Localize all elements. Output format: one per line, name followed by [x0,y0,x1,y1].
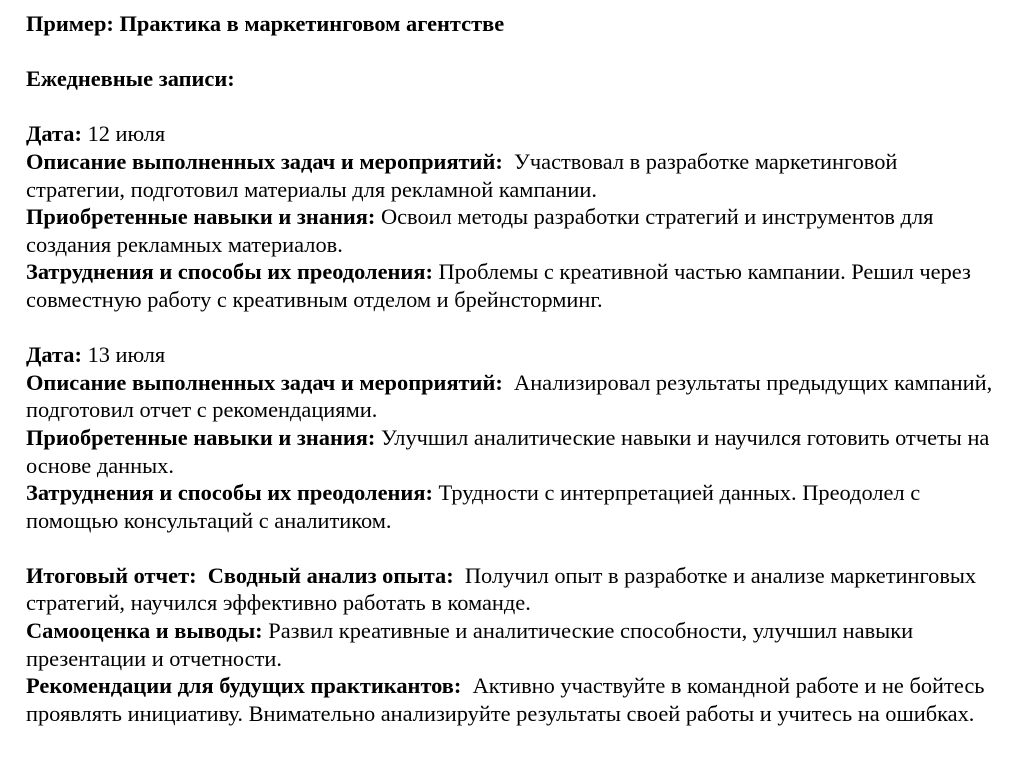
skills-label: Приобретенные навыки и знания: [26,204,376,230]
spacer [26,314,1001,342]
entry-skills [26,424,1001,479]
daily-entry-2 [26,341,1001,534]
entry-tasks [26,369,1001,424]
skills-text: Улучшил аналитические навыки и научился готовить отчеты на основе данных. [26,424,990,478]
analysis-label: Сводный анализ опыта: [207,562,454,588]
tasks-text: Участвовал в разработке маркетинговой стратегии, подготовил материалы для рекламной кампании. [26,148,898,202]
entry-difficulties [26,479,1001,534]
spacer [26,534,1001,562]
report-analysis [26,562,1001,617]
entry-difficulties [26,258,1001,313]
difficulties-label: Затруднения и способы их преодоления: [26,480,433,506]
tasks-text: Анализировал результаты предыдущих кампаний, подготовил отчет с рекомендациями. [26,369,993,423]
entry-tasks [26,148,1001,203]
final-report [26,562,1001,728]
recommendations-label: Рекомендации для будущих практикантов: [26,673,462,699]
entry-date-line [26,120,1001,148]
entry-date: 13 июля [87,342,166,368]
recommendations [26,672,1001,727]
entry-date-line [26,341,1001,369]
date-label: Дата: [26,121,82,147]
tasks-label: Описание выполненных задач и мероприятий: [26,148,503,174]
entry-date: 12 июля [87,121,166,147]
self-assessment-text: Развил креативные и аналитические способности, улучшил навыки презентации и отчетности. [26,618,914,671]
entry-skills [26,203,1001,258]
spacer [26,38,1001,66]
daily-entry-1 [26,120,1001,313]
skills-text: Освоил методы разработки стратегий и инструментов для создания рекламных материалов. [26,204,934,257]
difficulties-text: Проблемы с креативной частью кампании. Решил через совместную работу с креативным отделом и брейнсторминг. [26,259,971,312]
report-label: Итоговый отчет: [26,562,197,588]
tasks-label: Описание выполненных задач и мероприятий: [26,369,503,395]
skills-label: Приобретенные навыки и знания: [26,424,376,450]
daily-entries-heading: Ежедневные записи: [26,66,235,92]
difficulties-label: Затруднения и способы их преодоления: [26,259,433,285]
date-label: Дата: [26,342,82,368]
document-body [26,10,1001,727]
recommendations-text: Активно участвуйте в командной работе и не бойтесь проявлять инициативу. Внимательно анализируйте результаты своей работы и учитесь на ошибках. [26,673,985,726]
difficulties-text: Трудности с интерпретацией данных. Преодолел с помощью консультаций с аналитиком. [26,480,921,533]
document-title: Пример: Практика в маркетинговом агентстве [26,11,505,36]
self-assessment [26,617,1001,672]
spacer [26,93,1001,121]
self-assessment-label: Самооценка и выводы: [26,618,263,644]
analysis-text: Получил опыт в разработке и анализе маркетинговых стратегий, научился эффективно работать в команде. [26,562,977,616]
